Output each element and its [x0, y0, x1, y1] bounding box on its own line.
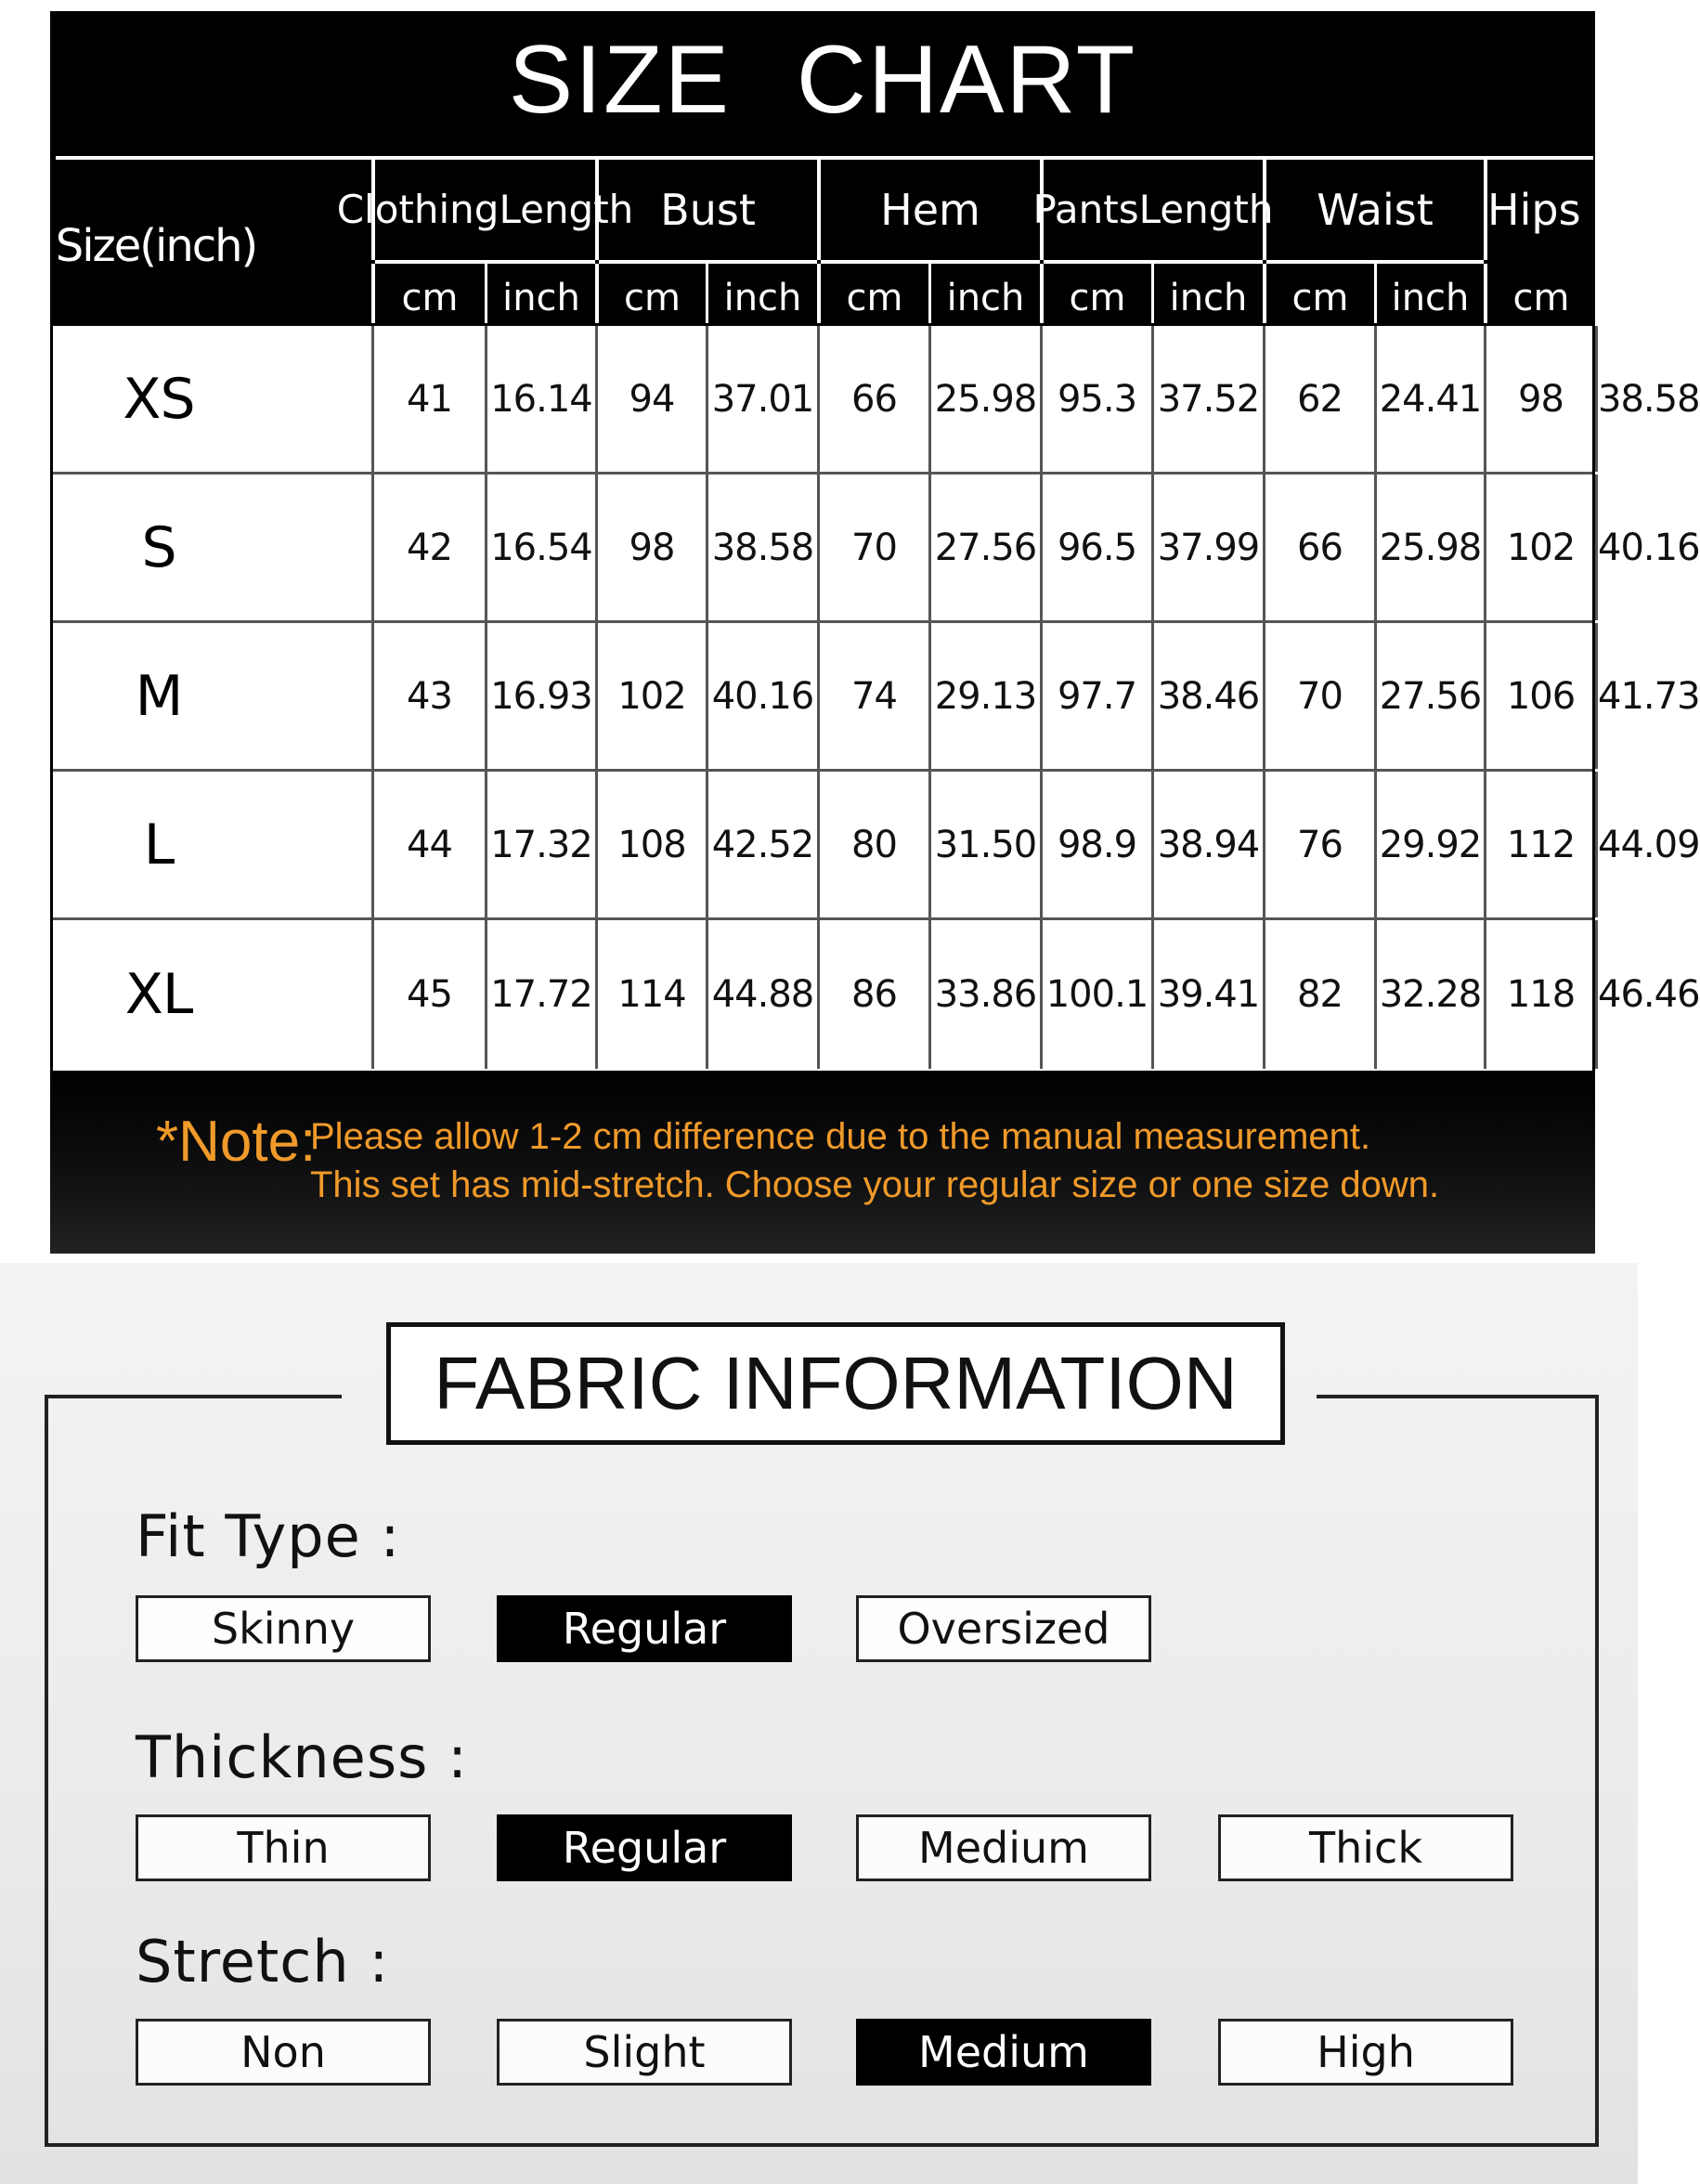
stretch-option-medium: Medium: [856, 2019, 1151, 2086]
stretch-option-non: Non: [136, 2019, 431, 2086]
size-table-body: [50, 323, 1700, 1073]
measurement-cell: 33.86: [928, 920, 1040, 1069]
measurement-cell: 70: [1263, 623, 1374, 769]
measurement-cell: 41: [371, 326, 485, 472]
measurement-cell: 100.1: [1040, 920, 1151, 1069]
measurement-cell: 106: [1484, 623, 1595, 769]
fit-type-option-oversized: Oversized: [856, 1595, 1151, 1662]
measurement-cell: 42.52: [706, 772, 817, 917]
measurement-cell: 98: [595, 474, 706, 620]
note-label: *Note:: [156, 1110, 317, 1174]
fit-type-label: Fit Type :: [136, 1502, 401, 1570]
size-label: S: [141, 514, 176, 580]
group-header-pants-length: Pants Length: [1040, 160, 1263, 260]
measurement-cell: 31.50: [928, 772, 1040, 917]
stretch-option-slight: Slight: [497, 2019, 792, 2086]
thickness-option-thin: Thin: [136, 1814, 431, 1881]
measurement-cell: 16.54: [485, 474, 595, 620]
unit-inch-header: inch: [1595, 264, 1676, 332]
note-line-1: Please allow 1-2 cm difference due to the manual measurement.: [310, 1116, 1371, 1157]
measurement-cell: 95.3: [1040, 326, 1151, 472]
measurement-cell: 38.58: [706, 474, 817, 620]
measurement-cell: 27.56: [928, 474, 1040, 620]
measurement-cell: 24.41: [1374, 326, 1484, 472]
measurement-cell: 40.16: [706, 623, 817, 769]
stretch-label: Stretch :: [136, 1928, 390, 1996]
measurement-cell: 114: [595, 920, 706, 1069]
fabric-information-title: FABRIC INFORMATION: [386, 1322, 1285, 1445]
measurement-cell: 97.7: [1040, 623, 1151, 769]
measurement-cell: 32.28: [1374, 920, 1484, 1069]
measurement-cell: 118: [1484, 920, 1595, 1069]
measurement-cell: 29.92: [1374, 772, 1484, 917]
frame-top-left-rule: [45, 1395, 342, 1398]
measurement-cell: 80: [817, 772, 928, 917]
thickness-option-regular: Regular: [497, 1814, 792, 1881]
measurement-cell: 27.56: [1374, 623, 1484, 769]
size-column-header: Size(inch): [55, 220, 257, 272]
measurement-cell: 44.09: [1595, 772, 1700, 917]
group-header-waist: Waist: [1263, 160, 1484, 260]
size-chart: [50, 11, 1700, 1242]
frame-top-right-rule: [1317, 1395, 1599, 1398]
measurement-cell: 41.73: [1595, 623, 1700, 769]
unit-cm-header: cm: [371, 264, 485, 332]
size-label: L: [143, 812, 175, 878]
note-panel: [50, 1073, 1595, 1254]
thickness-option-thick: Thick: [1218, 1814, 1513, 1881]
table-row: [53, 920, 1700, 1069]
size-chart-title: SIZE CHART: [508, 25, 1137, 134]
measurement-cell: 96.5: [1040, 474, 1151, 620]
group-header-hem: Hem: [817, 160, 1040, 260]
measurement-cell: 44.88: [706, 920, 817, 1069]
measurement-cell: 94: [595, 326, 706, 472]
unit-inch-header: inch: [485, 264, 595, 332]
measurement-cell: 62: [1263, 326, 1374, 472]
measurement-cell: 82: [1263, 920, 1374, 1069]
unit-cm-header: cm: [1263, 264, 1374, 332]
measurement-cell: 17.32: [485, 772, 595, 917]
unit-cm-header: cm: [1040, 264, 1151, 332]
measurement-cell: 66: [1263, 474, 1374, 620]
measurement-cell: 86: [817, 920, 928, 1069]
measurement-cell: 98: [1484, 326, 1595, 472]
unit-inch-header: inch: [928, 264, 1040, 332]
table-row: [53, 326, 1700, 474]
measurement-cell: 39.41: [1151, 920, 1263, 1069]
measurement-cell: 46.46: [1595, 920, 1700, 1069]
note-line-2: This set has mid-stretch. Choose your regular size or one size down.: [310, 1164, 1440, 1205]
measurement-cell: 40.16: [1595, 474, 1700, 620]
measurement-cell: 108: [595, 772, 706, 917]
group-header-bust: Bust: [595, 160, 817, 260]
measurement-cell: 42: [371, 474, 485, 620]
measurement-cell: 38.58: [1595, 326, 1700, 472]
unit-inch-header: inch: [1151, 264, 1263, 332]
stretch-option-high: High: [1218, 2019, 1513, 2086]
unit-cm-header: cm: [595, 264, 706, 332]
table-row: [53, 772, 1700, 920]
unit-inch-header: inch: [1374, 264, 1484, 332]
size-label: M: [135, 663, 183, 729]
thickness-option-medium: Medium: [856, 1814, 1151, 1881]
measurement-cell: 16.93: [485, 623, 595, 769]
measurement-cell: 102: [595, 623, 706, 769]
unit-inch-header: inch: [706, 264, 817, 332]
unit-cm-header: cm: [1484, 264, 1595, 332]
measurement-cell: 37.01: [706, 326, 817, 472]
thickness-label: Thickness :: [136, 1723, 469, 1791]
measurement-cell: 43: [371, 623, 485, 769]
measurement-cell: 44: [371, 772, 485, 917]
fit-type-option-skinny: Skinny: [136, 1595, 431, 1662]
table-row: [53, 623, 1700, 772]
measurement-cell: 66: [817, 326, 928, 472]
measurement-cell: 25.98: [1374, 474, 1484, 620]
measurement-cell: 70: [817, 474, 928, 620]
measurement-cell: 38.46: [1151, 623, 1263, 769]
measurement-cell: 98.9: [1040, 772, 1151, 917]
size-label: XL: [124, 962, 193, 1027]
measurement-cell: 112: [1484, 772, 1595, 917]
fit-type-option-regular: Regular: [497, 1595, 792, 1662]
measurement-cell: 45: [371, 920, 485, 1069]
measurement-cell: 17.72: [485, 920, 595, 1069]
measurement-cell: 74: [817, 623, 928, 769]
measurement-cell: 37.52: [1151, 326, 1263, 472]
group-header-clothing-length: Clothing Length: [371, 160, 595, 260]
measurement-cell: 29.13: [928, 623, 1040, 769]
measurement-cell: 38.94: [1151, 772, 1263, 917]
size-label: XS: [123, 366, 195, 432]
measurement-cell: 102: [1484, 474, 1595, 620]
measurement-cell: 25.98: [928, 326, 1040, 472]
measurement-cell: 16.14: [485, 326, 595, 472]
unit-cm-header: cm: [817, 264, 928, 332]
measurement-cell: 76: [1263, 772, 1374, 917]
group-header-hips: Hips: [1484, 160, 1581, 260]
table-row: [53, 474, 1700, 623]
measurement-cell: 37.99: [1151, 474, 1263, 620]
